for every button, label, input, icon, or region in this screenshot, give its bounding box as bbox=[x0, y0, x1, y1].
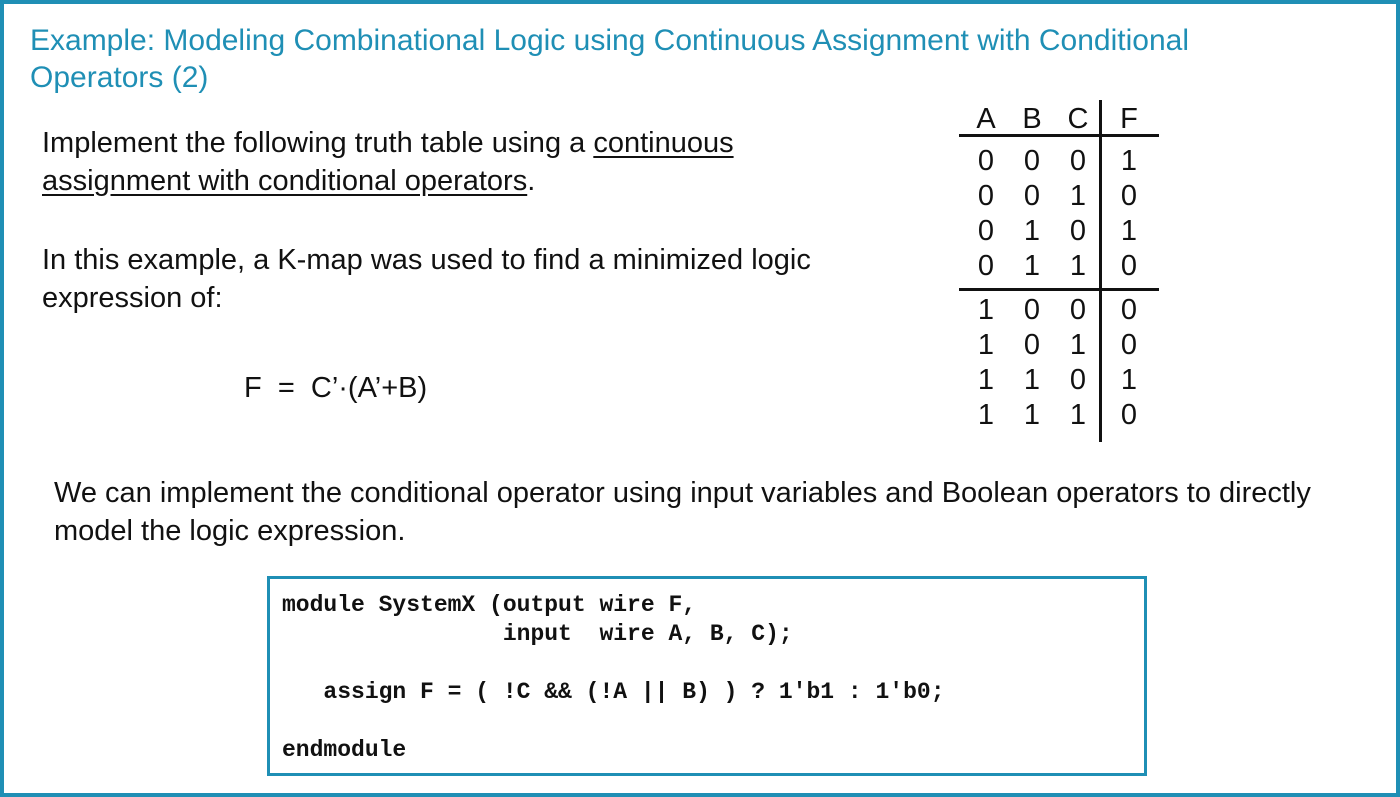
output-divider bbox=[1099, 100, 1102, 442]
truth-table bbox=[959, 100, 1159, 445]
truth-table-cell: 0 bbox=[1069, 145, 1087, 177]
title-line-2: Operators (2) bbox=[30, 61, 209, 94]
truth-table-cell: 0 bbox=[1023, 145, 1041, 177]
slide-title bbox=[30, 22, 1330, 96]
body-paragraph: We can implement the conditional operator using input variables and Boolean operators to directly model the logic expression. bbox=[54, 477, 1311, 547]
truth-table-cell: 0 bbox=[1069, 364, 1087, 396]
truth-table-cell: 0 bbox=[1120, 180, 1138, 212]
truth-table-cell: 1 bbox=[1069, 180, 1087, 212]
truth-table-cell: 0 bbox=[977, 145, 995, 177]
title-line-1: Example: Modeling Combinational Logic using Continuous Assignment with Conditional bbox=[30, 24, 1189, 57]
truth-table-header: F bbox=[1120, 103, 1138, 135]
code-line: endmodule bbox=[282, 737, 407, 763]
group-divider bbox=[959, 288, 1159, 291]
truth-table-cell: 1 bbox=[1023, 399, 1041, 431]
truth-table-cell: 0 bbox=[977, 250, 995, 282]
truth-table-cell: 0 bbox=[1120, 294, 1138, 326]
underlined-term-2: assignment with conditional operators bbox=[42, 165, 528, 197]
code-box bbox=[267, 576, 1147, 776]
kmap-paragraph: In this example, a K-map was used to find a minimized logic expression of: bbox=[42, 244, 811, 314]
truth-table-header: C bbox=[1067, 103, 1089, 135]
truth-table-cell: 0 bbox=[1023, 180, 1041, 212]
truth-table-cell: 0 bbox=[977, 180, 995, 212]
truth-table-cell: 1 bbox=[1120, 364, 1138, 396]
code-line: input wire A, B, C); bbox=[282, 621, 793, 647]
truth-table-cell: 0 bbox=[1120, 250, 1138, 282]
intro-period: . bbox=[527, 165, 536, 197]
truth-table-cell: 1 bbox=[1069, 250, 1087, 282]
truth-table-cell: 1 bbox=[1023, 215, 1041, 247]
intro-paragraph bbox=[42, 124, 882, 200]
truth-table-cell: 0 bbox=[977, 215, 995, 247]
code-line: module SystemX (output wire F, bbox=[282, 592, 697, 618]
truth-table-cell: 1 bbox=[977, 329, 995, 361]
underlined-term-1: continuous bbox=[593, 127, 734, 159]
truth-table-cell: 1 bbox=[1069, 329, 1087, 361]
truth-table-cell: 0 bbox=[1069, 215, 1087, 247]
truth-table-cell: 1 bbox=[1023, 250, 1041, 282]
truth-table-cell: 1 bbox=[1069, 399, 1087, 431]
truth-table-cell: 1 bbox=[977, 364, 995, 396]
truth-table-cell: 1 bbox=[1120, 215, 1138, 247]
truth-table-cell: 0 bbox=[1120, 399, 1138, 431]
verilog-code bbox=[282, 591, 945, 765]
truth-table-header: B bbox=[1022, 103, 1042, 135]
truth-table-cell: 1 bbox=[1120, 145, 1138, 177]
truth-table-cell: 0 bbox=[1023, 329, 1041, 361]
truth-table-cell: 0 bbox=[1069, 294, 1087, 326]
code-line: assign F = ( !C && (!A || B) ) ? 1'b1 : 1'b0; bbox=[282, 679, 945, 705]
truth-table-cell: 1 bbox=[1023, 364, 1041, 396]
truth-table-cell: 1 bbox=[977, 399, 995, 431]
truth-table-header: A bbox=[976, 103, 996, 135]
truth-table-cell: 0 bbox=[1023, 294, 1041, 326]
truth-table-cell: 1 bbox=[977, 294, 995, 326]
logic-equation: F = C’·(A’+B) bbox=[244, 372, 428, 404]
intro-text: Implement the following truth table using a bbox=[42, 127, 594, 159]
truth-table-cell: 0 bbox=[1120, 329, 1138, 361]
